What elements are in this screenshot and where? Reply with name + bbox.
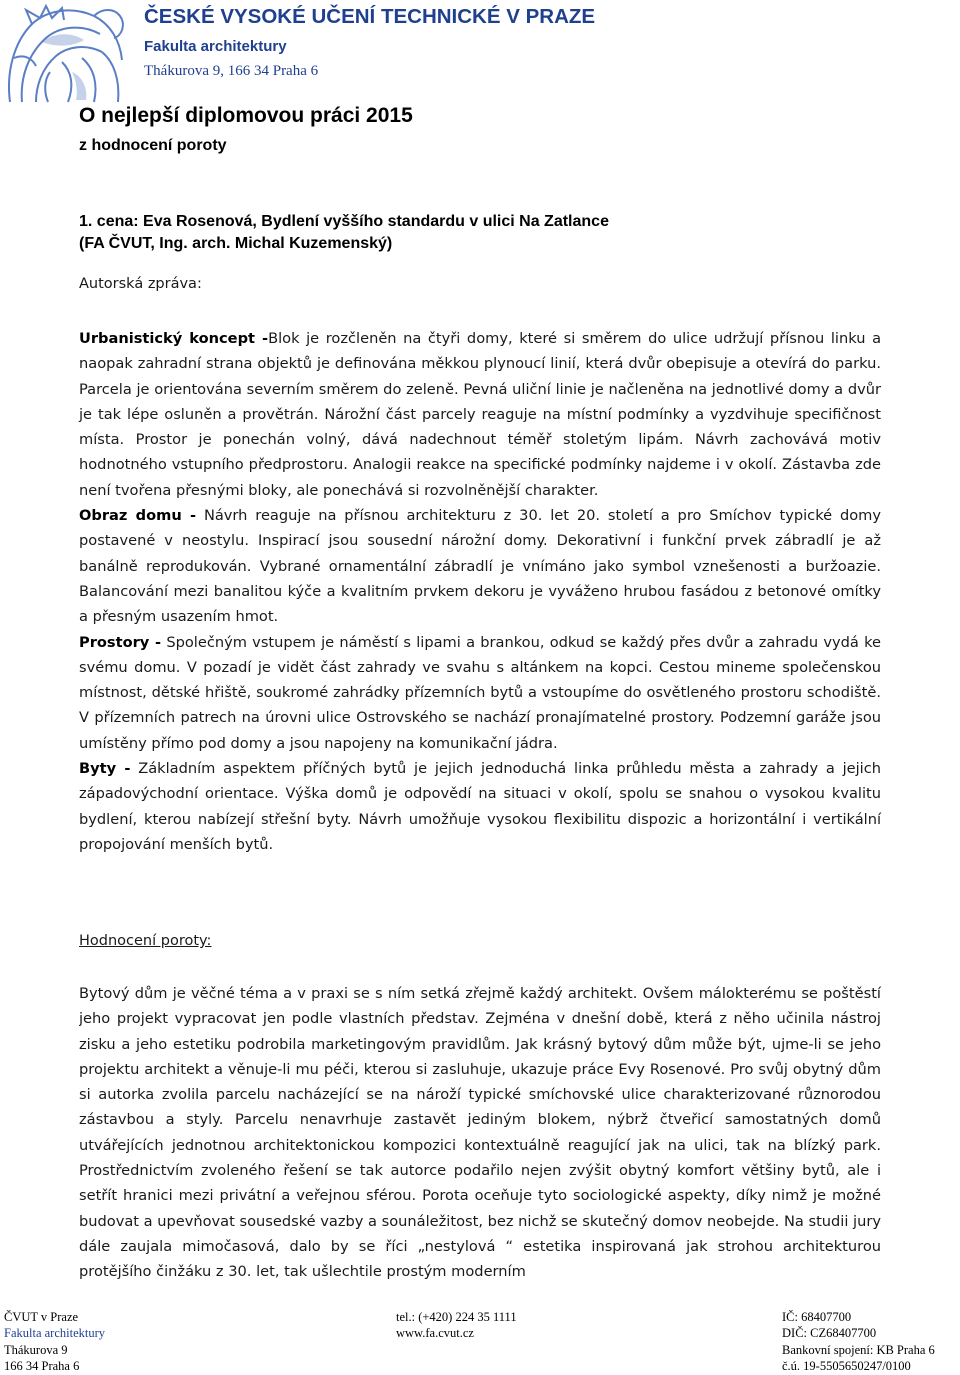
report-body xyxy=(79,326,881,857)
university-logo xyxy=(2,2,132,107)
faculty-address: Thákurova 9, 166 34 Praha 6 xyxy=(144,63,319,79)
footer-line: Fakulta architektury xyxy=(4,1326,106,1341)
page-subtitle: z hodnocení poroty xyxy=(79,137,227,154)
page-footer xyxy=(0,1307,960,1375)
footer-line: Thákurova 9 xyxy=(4,1342,68,1357)
section-text: Základním aspektem příčných bytů je jejich jednoduchá linka průhledu města a zahrady a jejich západovýchodní orientace. Výška domů je odpovědí na situaci v okolí, spolu se snahou o vysokou kvalitu bydlení, kterou nabízejí střešní byty. Návrh umožňuje vysokou flexibilitu dispozic a horizontální i vertikální propojování menších bytů. xyxy=(79,760,881,853)
report-label: Autorská zpráva: xyxy=(79,276,202,292)
section-heading: Obraz domu - xyxy=(79,507,197,525)
section-text: Blok je rozčleněn na čtyři domy, které si směrem do ulice udržují přísnou linku a naopak zahradní strana objektů je definována měkkou plynoucí linií, která dvůr obepisuje a otevírá do parku. Parcela je orientována severním směrem do zeleně. Pevná uliční linie je načleněna na jednotlivé domy a dvůr je tak lépe osluněn a provětrán. Nárožní část parcely reaguje na místní podmínky a vyzdvihuje specifičnost místa. Prostor je ponechán volný, dává nadechnout téměř stoletým lipám. Návrh zachovává motiv hodnotného vstupního předprostoru. Analogii reakce na specifické podmínky najdeme i v okolí. Zástavba zde není tvořena přesnými bloky, ale ponechává si rozvolněnější charakter. xyxy=(79,330,882,499)
section-heading: Byty - xyxy=(79,760,131,778)
prize-heading xyxy=(79,211,879,255)
section-text: Společným vstupem je náměstí s lipami a brankou, odkud se každý přes dvůr a zahradu vydá ke svému domu. V pozadí je vidět část zahrady ve svahu s altánkem na kopci. Cestou mineme společenskou místnost, dětské hřiště, soukromé zahrádky přízemních bytů a vstoupíme do osvětleného prostoru schodiště. V přízemních patrech na úrovni ulice Ostrovského se nachází pronajímatelné prostory. Podzemní garáže jsou umístěny přímo pod domy a jsou napojeny na komunikační jádra. xyxy=(79,633,881,752)
footer-line: 166 34 Praha 6 xyxy=(4,1358,80,1373)
jury-text: Bytový dům je věčné téma a v praxi se s ním setká zřejmě každý architekt. Ovšem málokterému se poštěstí jeho projekt vypracovat jen podle vlastních představ. Zejména v dnešní době, která z něho učinila nástroj zisku a jeho estetiku podrobila marketingovým pravidlům. Jak krásný bytový dům může být, ujme-li se jeho projektu architekt a věnuje-li mu péči, kterou si zasluhuje, ukazuje práce Evy Rosenové. Pro svůj obytný dům si autorka zvolila parcelu nacházející se na nároží typické smíchovské ulice charakterizované různorodou zástavbou a styly. Parcelu nenavrhuje zastavět jediným blokem, nýbrž čtveřicí samostatných domů utvářejících jednotnou architektonickou kompozici kontextuálně reagující jak na ulici, tak na blízký park. Prostřednictvím zvoleného řešení se tak autorce podařilo nejen zvýšit obytný komfort většiny bytů, ale i setřít hranici mezi privátní a veřejnou sférou. Porota oceňuje tyto sociologické aspekty, díky nimž je možné budovat a upevňovat sousedské vazby a sounáležitost, bez nichž se skutečný domov neobejde. Na studii jury dále zaujala mimočasová, dalo by se říci „nestylová “ estetika inspirovaná jak strohou architekturou protějšího činžáku z 30. let, tak ušlechtile prostým moderním xyxy=(79,985,881,1281)
lion-emblem-icon xyxy=(2,2,132,107)
section-heading: Prostory - xyxy=(79,633,162,651)
section-text: Návrh reaguje na přísnou architekturu z 30. let 20. století a pro Smíchov typické domy postavené v neostylu. Inspirací jsou sousední nárožní domy. Dekorativní i funkční prvek zábradlí je až banálně reprodukován. Vybrané ornamentální zábradlí je vnímáno jako symbol vznešenosti a buržoazie. Balancování mezi banalitou kýče a kvalitním prvkem dekoru je vyváženo hrubou fasádou z betonové omítky a přesným usazením hmot. xyxy=(79,507,881,626)
report-section-image xyxy=(79,503,881,629)
report-section-urbanism xyxy=(79,326,881,503)
prize-line-1: 1. cena: Eva Rosenová, Bydlení vyššího standardu v ulici Na Zatlance xyxy=(79,213,609,230)
section-heading: Urbanistický koncept - xyxy=(79,330,269,347)
footer-address xyxy=(4,1309,105,1374)
footer-line: ČVUT v Praze xyxy=(4,1310,79,1324)
prize-line-2: (FA ČVUT, Ing. arch. Michal Kuzemenský) xyxy=(79,235,393,252)
footer-bank xyxy=(782,1309,935,1374)
footer-line: Bankovní spojení: KB Praha 6 xyxy=(782,1342,935,1357)
faculty-name: Fakulta architektury xyxy=(144,38,287,55)
footer-contact xyxy=(396,1309,517,1342)
footer-website-link[interactable]: www.fa.cvut.cz xyxy=(396,1326,474,1341)
page-title: O nejlepší diplomovou práci 2015 xyxy=(79,104,413,127)
footer-line: DIČ: CZ68407700 xyxy=(782,1326,877,1341)
report-section-spaces xyxy=(79,630,881,756)
footer-phone: tel.: (+420) 224 35 1111 xyxy=(396,1310,517,1324)
jury-body xyxy=(79,981,881,1303)
university-name: ČESKÉ VYSOKÉ UČENÍ TECHNICKÉ V PRAZE xyxy=(144,5,596,28)
report-section-flats xyxy=(79,756,881,857)
footer-line: IČ: 68407700 xyxy=(782,1310,852,1324)
jury-label: Hodnocení poroty: xyxy=(79,933,212,949)
footer-line: č.ú. 19-5505650247/0100 xyxy=(782,1358,911,1373)
